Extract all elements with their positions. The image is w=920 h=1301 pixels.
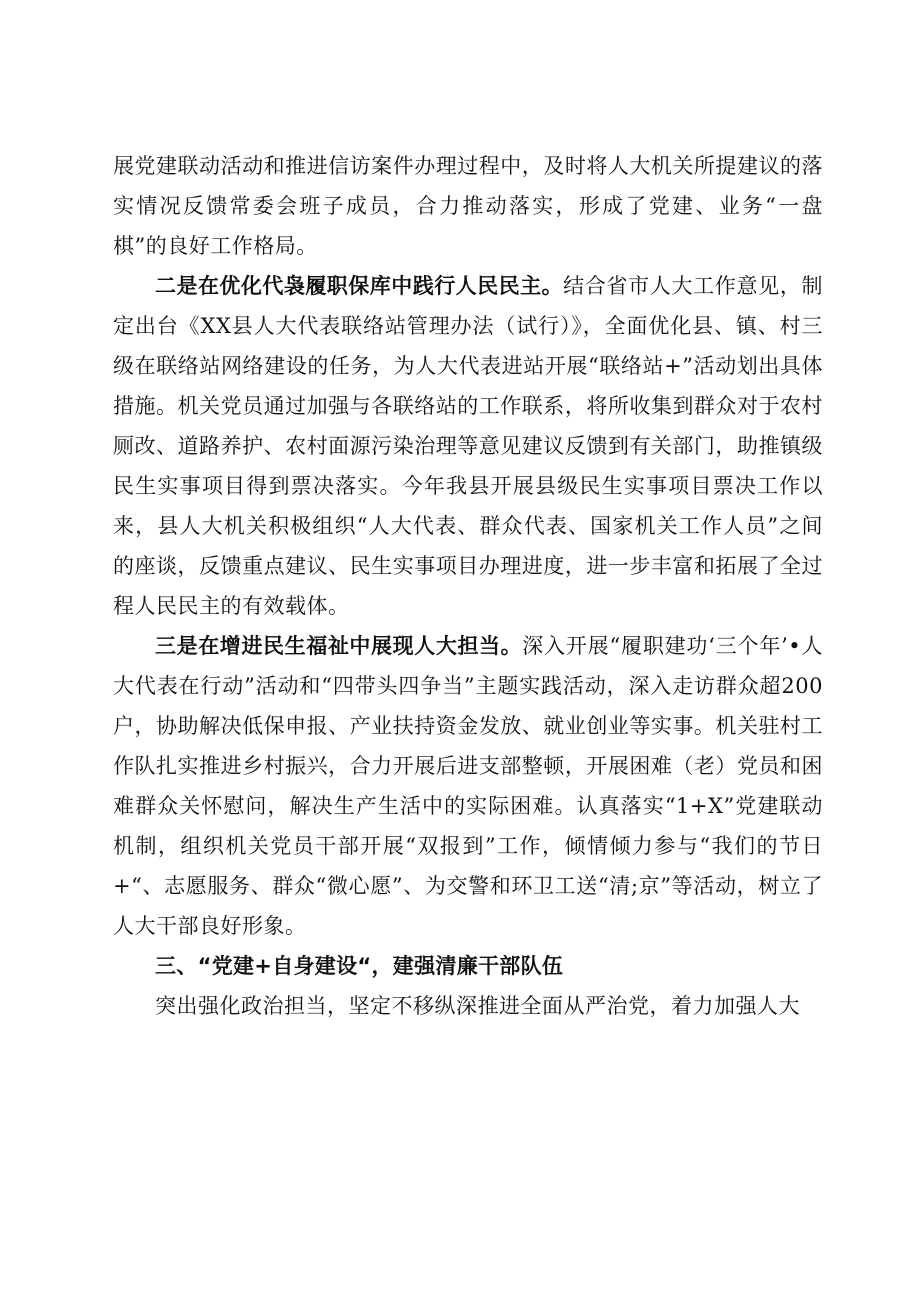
paragraph-section-intro [113,986,823,1026]
paragraph-text: 展党建联动活动和推进信访案件办理过程中，及时将人大机关所提建议的落实情况反馈常委会班子成员，合力推动落实，形成了党建、业务“一盘棋”的良好工作格局。 [113,154,823,258]
paragraph-text: 结合省市人大工作意见，制定出台《XX县人大代表联络站管理办法（试行）》，全面优化县、镇、村三级在联络站网络建设的任务，为人大代表进站开展“联络站+”活动划出具体措施。机关党员通过加强与各联络站的工作联系，将所收集到群众对于农村厕改、道路养护、农村面源污染治理等意见建议反馈到有关部门，助推镇级民生实事项目得到票决落实。今年我县开展县级民生实事项目票决工作以来，县人大机关积极组织“人大代表、群众代表、国家机关工作人员”之间的座谈，反馈重点建议、民生实事项目办理进度，进一步丰富和拓展了全过程人民民主的有效载体。 [113,274,824,618]
paragraph-livelihood [113,626,823,946]
paragraph-lead-sentence: 三是在增进民生福祉中展现人大担当。 [155,634,523,658]
paragraph-text: 突出强化政治担当，坚定不移纵深推进全面从严治党，着力加强人大 [155,994,800,1018]
document-page [113,146,823,1026]
paragraph-democracy [113,266,823,626]
paragraph-lead-sentence: 二是在优化代袅履职保库中践行人民民主。 [155,274,564,298]
section-heading: 三、“党建+自身建设“，建强清廉干部队伍 [155,954,564,978]
paragraph-text: 深入开展“履职建功‘三个年’•人大代表在行动”活动和“四带头四争当”主题实践活动，深入走访群众超200户，协助解决低保申报、产业扶持资金发放、就业创业等实事。机关驻村工作队扎实推进乡村振兴，合力开展后进支部整顿，开展困难（老）党员和困难群众关怀慰问，解决生产生活中的实际困难。认真落实“1+X”党建联动机制，组织机关党员干部开展“双报到”工作，倾情倾力参与“我们的节日+“、志愿服务、群众“微心愿”、为交警和环卫工送“清;京”等活动，树立了人大干部良好形象。 [113,634,823,938]
paragraph-continuation [113,146,823,266]
